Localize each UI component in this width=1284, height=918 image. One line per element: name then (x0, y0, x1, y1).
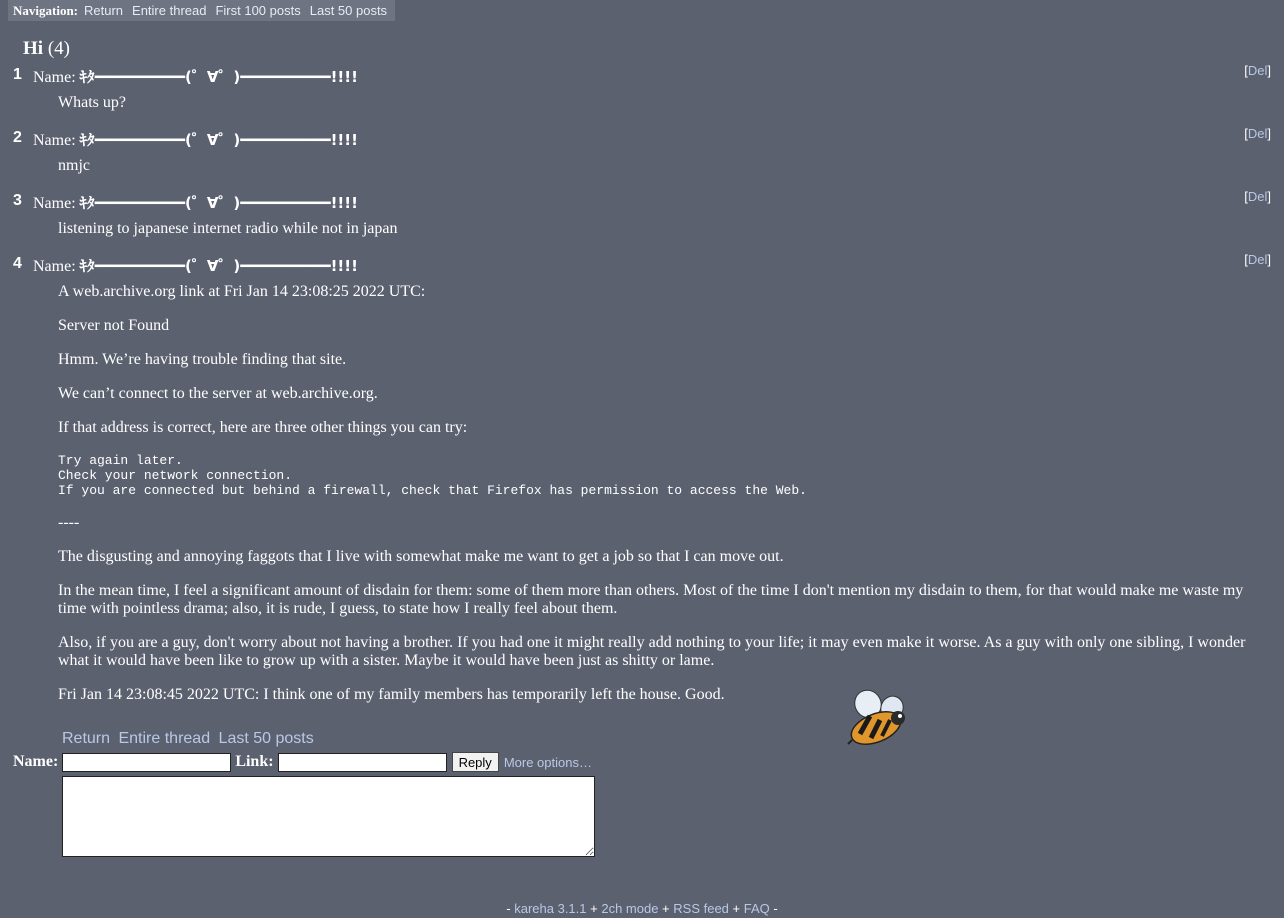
post (13, 63, 1271, 111)
post-name-row (33, 129, 358, 150)
delete-control: [Del] (1244, 63, 1271, 78)
post-body (58, 220, 1271, 254)
post-text: Fri Jan 14 23:08:45 2022 UTC: I think one of my family members has temporarily left the house. Good. (58, 686, 725, 703)
post-text: If that address is correct, here are three other things you can try: (58, 419, 468, 436)
footer-separator: + (586, 901, 602, 916)
post-text: ---- (58, 514, 80, 531)
post (13, 252, 1271, 715)
post-text: The disgusting and annoying faggots that I live with somewhat make me want to get a job so that I can move out. (58, 548, 784, 565)
delete-control: [Del] (1244, 189, 1271, 204)
code-block (58, 453, 1271, 498)
reply-button[interactable]: Reply (452, 752, 499, 772)
post-body (58, 94, 1271, 128)
footer-kareha-link[interactable]: kareha 3.1.1 (514, 901, 587, 916)
poster-name: ｷﾀ━━━━━━━━━━(゜∀゜)━━━━━━━━━━!!!! (79, 257, 358, 275)
thread-header (23, 38, 70, 60)
navigation-bar (8, 0, 395, 21)
post-text: listening to japanese internet radio while not in japan (58, 220, 398, 237)
delete-control: [Del] (1244, 252, 1271, 267)
poster-name: ｷﾀ━━━━━━━━━━(゜∀゜)━━━━━━━━━━!!!! (79, 131, 358, 149)
post-number[interactable]: 3 (13, 192, 22, 209)
post-number[interactable]: 2 (13, 129, 22, 146)
code-line: Try again later. (58, 453, 183, 468)
post (13, 126, 1271, 174)
footer-2ch-mode-link[interactable]: 2ch mode (601, 901, 659, 916)
reply-textarea[interactable] (62, 776, 595, 857)
post-name-row (33, 255, 358, 276)
delete-link[interactable]: Del (1247, 252, 1268, 267)
navigation-label: Navigation: (13, 2, 78, 18)
bottom-entire-thread-link[interactable]: Entire thread (118, 730, 211, 747)
post-name-row (33, 66, 358, 87)
reply-form-row (13, 752, 592, 772)
poster-name: ｷﾀ━━━━━━━━━━(゜∀゜)━━━━━━━━━━!!!! (79, 194, 358, 212)
post-body (58, 283, 1271, 720)
footer (0, 901, 1284, 916)
post-text: Server not Found (58, 317, 170, 334)
name-label: Name: (33, 69, 76, 86)
footer-prefix: - (506, 901, 515, 916)
delete-link[interactable]: Del (1247, 189, 1268, 204)
thread-bottom-links (62, 730, 318, 748)
nav-entire-thread-link[interactable]: Entire thread (132, 3, 207, 18)
bottom-return-link[interactable]: Return (62, 730, 111, 747)
post-name-row (33, 192, 358, 213)
post-text: We can’t connect to the server at web.archive.org. (58, 385, 378, 402)
post-text: nmjc (58, 157, 90, 174)
footer-suffix: - (769, 901, 778, 916)
bee-icon (846, 688, 910, 748)
code-line: Check your network connection. (58, 468, 293, 483)
more-options-link[interactable]: More options… (503, 754, 592, 770)
bottom-last-50-link[interactable]: Last 50 posts (218, 730, 314, 747)
post-text: Whats up? (58, 94, 126, 111)
post-number[interactable]: 4 (13, 255, 22, 272)
delete-link[interactable]: Del (1247, 63, 1268, 78)
nav-return-link[interactable]: Return (84, 3, 124, 18)
post-number[interactable]: 1 (13, 66, 22, 83)
post (13, 189, 1271, 237)
thread-title: Hi (23, 38, 44, 59)
thread-post-count: (4) (47, 38, 70, 59)
post-text: Hmm. We’re having trouble finding that site. (58, 351, 347, 368)
post-body (58, 157, 1271, 191)
form-link-label: Link: (235, 753, 274, 770)
post-text: In the mean time, I feel a significant amount of disdain for them: some of them more than others. Most of the time I don't mention my disdain to them, for that would make me waste my time with pointless drama; also, it is rude, I guess, to state how I really feel about them. (58, 582, 1244, 617)
delete-control: [Del] (1244, 126, 1271, 141)
footer-rss-link[interactable]: RSS feed (673, 901, 729, 916)
delete-link[interactable]: Del (1247, 126, 1268, 141)
link-field[interactable] (278, 753, 447, 772)
post-text: A web.archive.org link at Fri Jan 14 23:08:25 2022 UTC: (58, 283, 426, 300)
footer-separator: + (658, 901, 674, 916)
poster-name: ｷﾀ━━━━━━━━━━(゜∀゜)━━━━━━━━━━!!!! (79, 68, 358, 86)
nav-last-50-link[interactable]: Last 50 posts (309, 3, 388, 18)
form-name-label: Name: (13, 753, 59, 770)
name-field[interactable] (62, 753, 231, 772)
name-label: Name: (33, 195, 76, 212)
name-label: Name: (33, 258, 76, 275)
post-text: Also, if you are a guy, don't worry about not having a brother. If you had one it might really add nothing to your life; it may even make it worse. As a guy with only one sibling, I wonder what it would have been like to grow up with a sister. Maybe it would have been just as shitty or lame. (58, 634, 1246, 669)
nav-first-100-link[interactable]: First 100 posts (215, 3, 301, 18)
footer-separator: + (728, 901, 744, 916)
footer-faq-link[interactable]: FAQ (743, 901, 770, 916)
name-label: Name: (33, 132, 76, 149)
code-line: If you are connected but behind a firewall, check that Firefox has permission to access the Web. (58, 483, 807, 498)
